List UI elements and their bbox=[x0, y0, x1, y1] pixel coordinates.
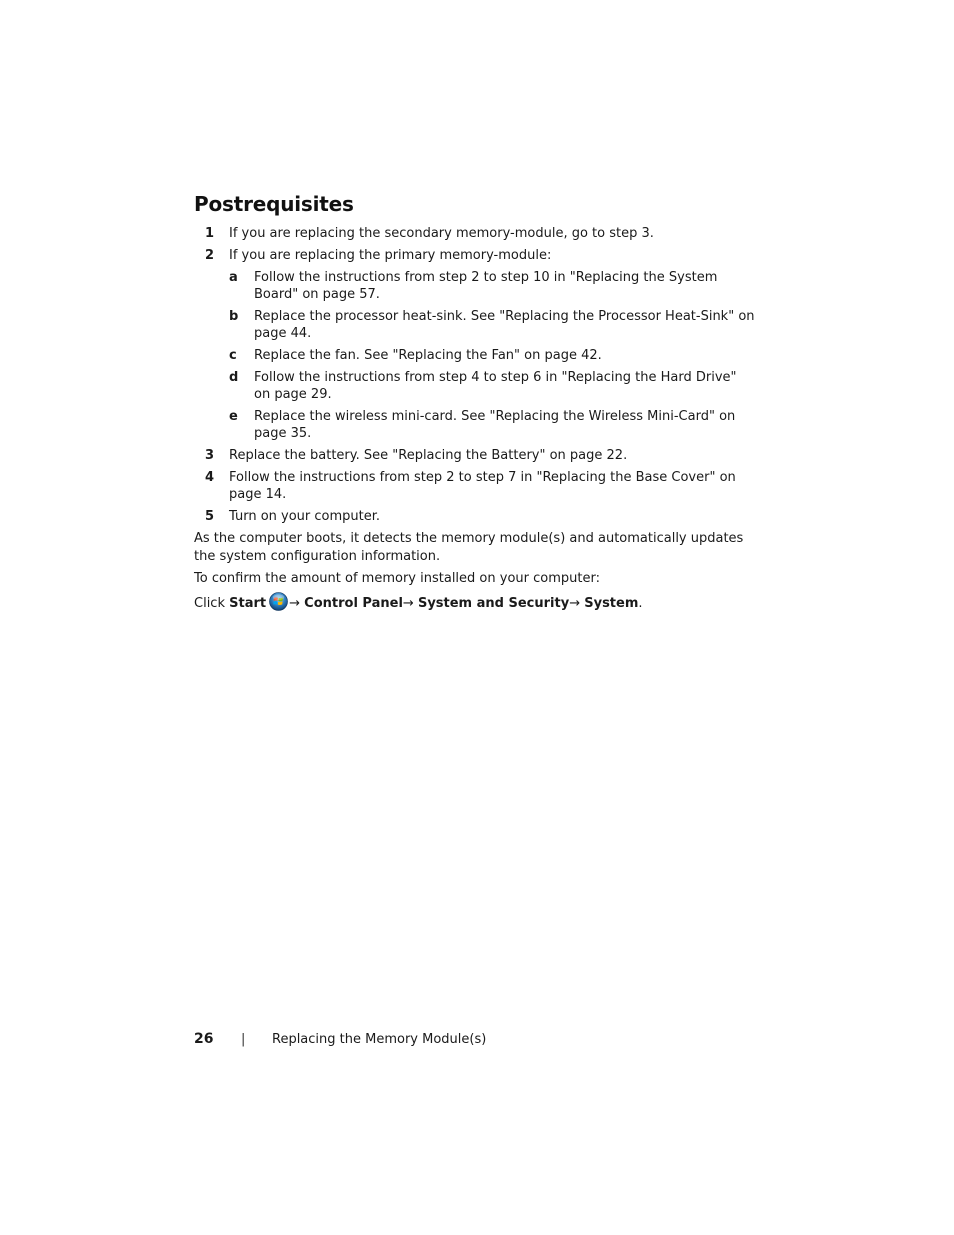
chapter-title: Replacing the Memory Module(s) bbox=[272, 1032, 487, 1047]
substep-text: Replace the wireless mini-card. See "Replacing the Wireless Mini-Card" on page 35. bbox=[254, 409, 736, 441]
control-panel-label: Control Panel bbox=[304, 596, 403, 611]
substep-text: Replace the processor heat-sink. See "Replacing the Processor Heat-Sink" on page 44. bbox=[254, 309, 755, 341]
substep-text: Replace the fan. See "Replacing the Fan" on page 42. bbox=[254, 348, 602, 363]
start-label: Start bbox=[229, 596, 267, 611]
substep-e bbox=[229, 408, 756, 442]
system-security-label: System and Security bbox=[417, 596, 570, 611]
boot-paragraph: As the computer boots, it detects the memory module(s) and automatically updates the system configuration information. bbox=[194, 531, 744, 564]
path-period: . bbox=[638, 596, 643, 611]
section-title: Postrequisites bbox=[194, 192, 354, 216]
step-number: 4 bbox=[205, 470, 215, 485]
step-number: 1 bbox=[205, 226, 215, 241]
arrow-3: → bbox=[569, 596, 581, 611]
windows-start-orb-icon bbox=[269, 592, 288, 611]
step-number: 2 bbox=[205, 248, 215, 263]
substep-letter: c bbox=[229, 348, 237, 363]
page-number: 26 bbox=[194, 1031, 214, 1047]
substep-letter: d bbox=[229, 370, 239, 385]
steps-list bbox=[194, 225, 756, 525]
click-text: Click bbox=[194, 596, 225, 611]
arrow-1: → bbox=[289, 596, 301, 611]
substep-b bbox=[229, 308, 756, 342]
substep-d bbox=[229, 369, 756, 403]
substeps-list bbox=[229, 269, 756, 442]
substep-a bbox=[229, 269, 756, 303]
substep-text: Follow the instructions from step 4 to step 6 in "Replacing the Hard Drive" on page 29. bbox=[254, 370, 737, 402]
step-text: If you are replacing the secondary memory-module, go to step 3. bbox=[229, 226, 654, 241]
confirm-paragraph: To confirm the amount of memory installed on your computer: bbox=[194, 571, 600, 586]
substep-letter: a bbox=[229, 270, 238, 285]
step-text: Replace the battery. See "Replacing the Battery" on page 22. bbox=[229, 448, 628, 463]
system-label: System bbox=[584, 596, 639, 611]
step-2 bbox=[194, 247, 756, 442]
step-number: 3 bbox=[205, 448, 215, 463]
step-text: Follow the instructions from step 2 to step 7 in "Replacing the Base Cover" on page 14. bbox=[229, 470, 736, 502]
footer-separator: | bbox=[241, 1032, 246, 1047]
substep-c bbox=[229, 347, 756, 364]
document-body bbox=[194, 190, 756, 617]
step-3 bbox=[194, 447, 756, 464]
arrow-2: → bbox=[402, 596, 414, 611]
navigation-path bbox=[194, 592, 756, 613]
step-text: Turn on your computer. bbox=[229, 509, 381, 524]
step-5 bbox=[194, 508, 756, 525]
step-number: 5 bbox=[205, 509, 215, 524]
substep-text: Follow the instructions from step 2 to step 10 in "Replacing the System Board" on page 57. bbox=[254, 270, 718, 302]
substep-letter: e bbox=[229, 409, 238, 424]
step-4 bbox=[194, 469, 756, 503]
step-text: If you are replacing the primary memory-module: bbox=[229, 248, 552, 263]
step-1 bbox=[194, 225, 756, 242]
substep-letter: b bbox=[229, 309, 239, 324]
